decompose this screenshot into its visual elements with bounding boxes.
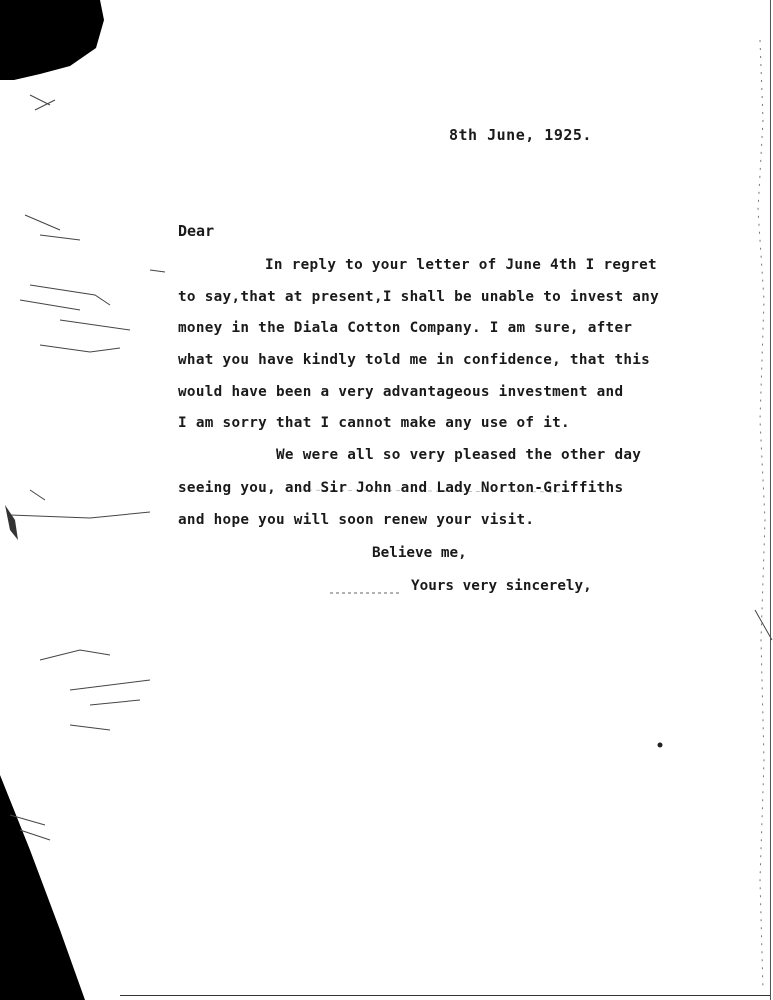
scan-right-border [770, 0, 771, 1000]
valediction: Believe me, [372, 545, 467, 561]
letter-date: 8th June, 1925. [449, 126, 592, 144]
body-line-6: I am sorry that I cannot make any use of it. [178, 415, 570, 431]
scan-bottom-border [120, 995, 770, 996]
body-line-8: seeing you, and Sir John and Lady Norton-Griffiths [178, 480, 624, 496]
body-line-4: what you have kindly told me in confidence, that this [178, 352, 651, 368]
signoff: Yours very sincerely, [411, 578, 592, 594]
body-line-2: to say,that at present,I shall be unable to invest any [178, 289, 660, 305]
body-line-3: money in the Diala Cotton Company. I am sure, after [178, 320, 633, 336]
body-line-7: We were all so very pleased the other day [276, 447, 642, 463]
salutation: Dear [178, 222, 215, 240]
body-line-1: In reply to your letter of June 4th I regret [265, 257, 657, 273]
body-line-5: would have been a very advantageous investment and [178, 384, 624, 400]
body-line-9: and hope you will soon renew your visit. [178, 512, 535, 528]
